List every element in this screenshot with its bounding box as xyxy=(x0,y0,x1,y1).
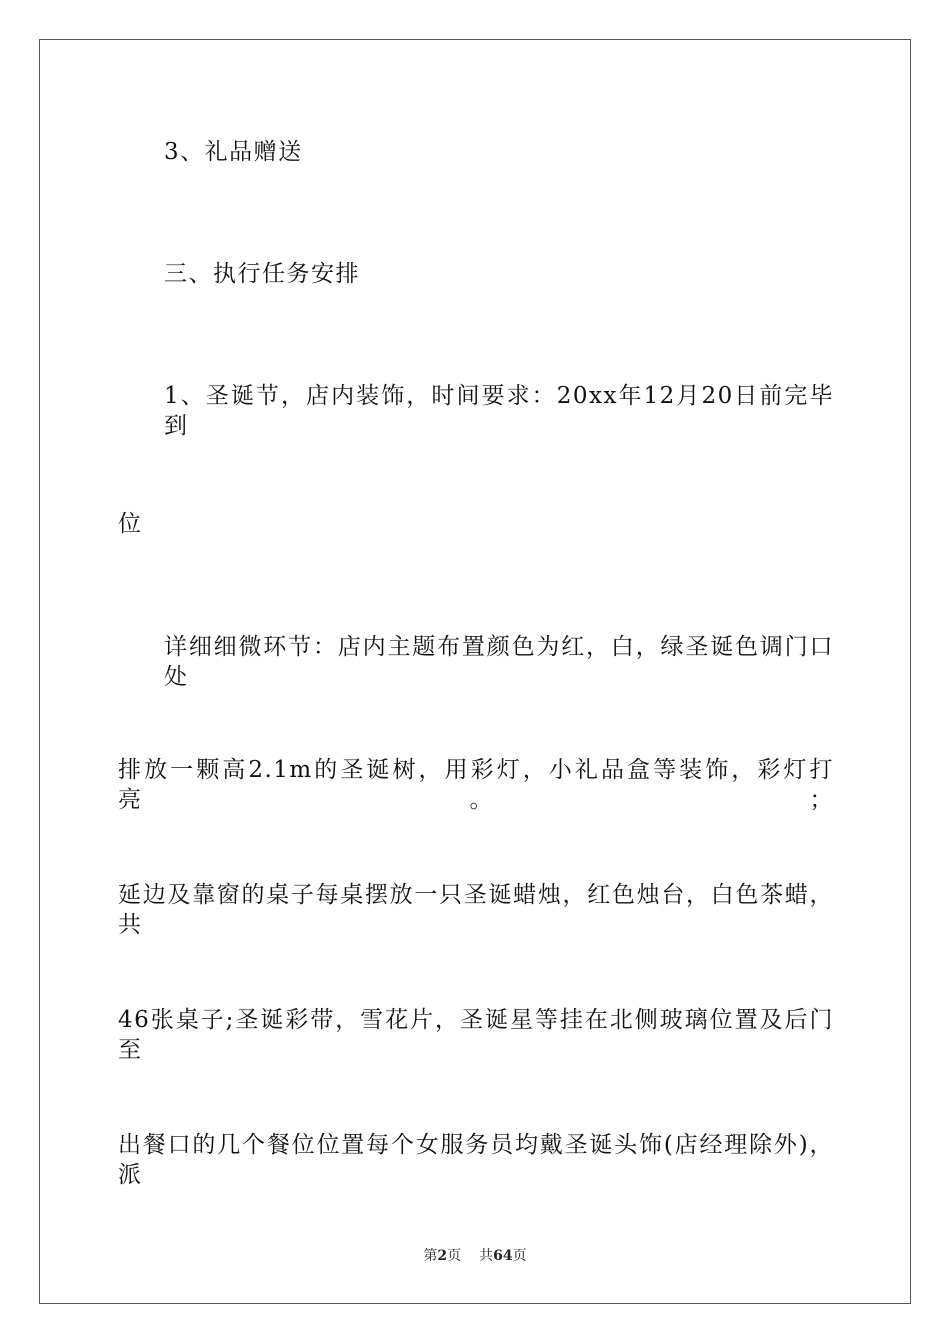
page-number-total: 64 xyxy=(493,1248,513,1264)
paragraph-line: 详细细微环节：店内主题布置颜色为红，白，绿圣诞色调门口处 xyxy=(164,634,834,690)
paragraph-line: 排放一颗高2.1m的圣诞树，用彩灯，小礼品盒等装饰，彩灯打亮。； xyxy=(118,757,834,813)
paragraph-line: 1、圣诞节，店内装饰，时间要求：20xx年12月20日前完毕到 xyxy=(164,383,834,439)
paragraph-line: 出餐口的几个餐位位置每个女服务员均戴圣诞头饰(店经理除外)，派 xyxy=(118,1132,834,1188)
list-item-gift: 3、礼品赠送 xyxy=(164,139,303,165)
page-prefix: 第 xyxy=(423,1248,438,1264)
page-footer xyxy=(0,1247,950,1265)
paragraph-line: 46张桌子;圣诞彩带，雪花片，圣诞星等挂在北侧玻璃位置及后门至 xyxy=(118,1007,834,1063)
total-suffix: 页 xyxy=(512,1248,527,1264)
page-suffix: 页 xyxy=(447,1248,462,1264)
paragraph-line: 位 xyxy=(118,511,143,537)
total-prefix: 共 xyxy=(479,1248,494,1264)
paragraph-line: 延边及靠窗的桌子每桌摆放一只圣诞蜡烛，红色烛台，白色茶蜡，共 xyxy=(118,882,834,938)
page-number-current: 2 xyxy=(437,1248,448,1264)
section-heading: 三、执行任务安排 xyxy=(164,261,360,287)
